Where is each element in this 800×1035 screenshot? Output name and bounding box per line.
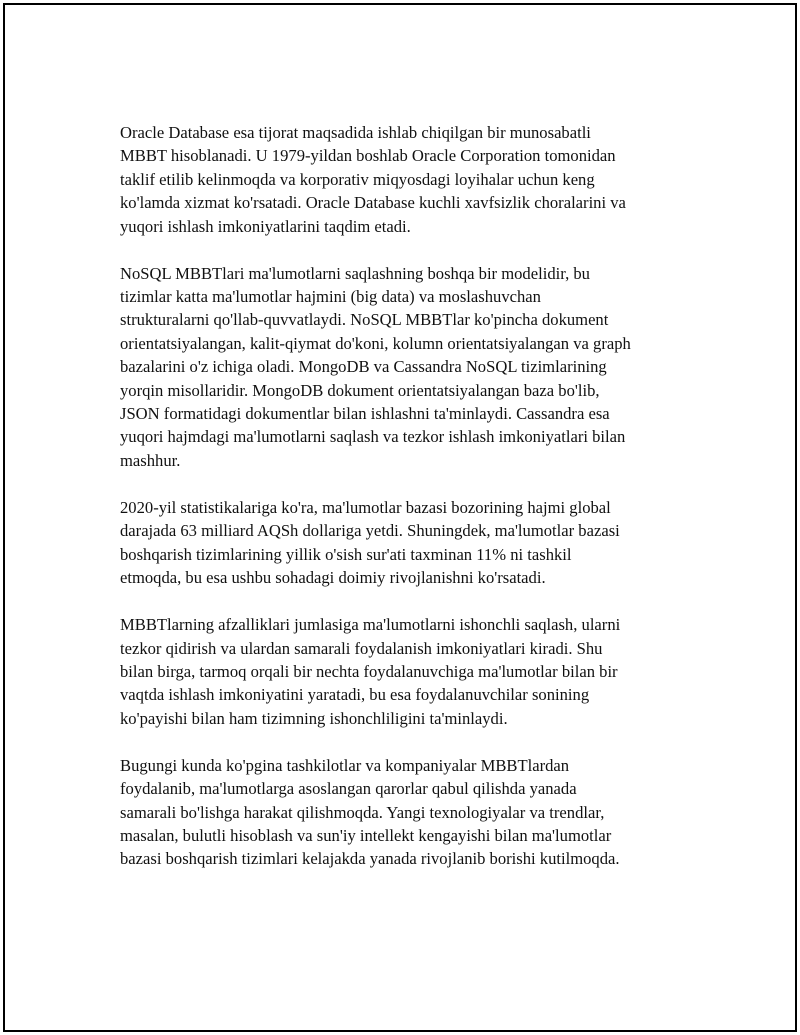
paragraph-oracle-database: Oracle Database esa tijorat maqsadida ishlab chiqilgan bir munosabatli MBBT hisoblanadi. U 1979-yildan boshlab Oracle Corporation tomonidan taklif etilib kelinmoqda va korporativ miqyosdagi loyihalar uchun keng ko'lamda xizmat ko'rsatadi. Oracle Database kuchli xavfsizlik choralarini va yuqori ishlash imkoniyatlarini taqdim etadi. [120,123,626,236]
paragraph-nosql: NoSQL MBBTlari ma'lumotlarni saqlashning boshqa bir modelidir, bu tizimlar katta ma'lumotlar hajmini (big data) va moslashuvchan strukturalarni qo'llab-quvvatlaydi. NoSQL MBBTlar ko'pincha dokument orientatsiyalangan, kalit-qiymat do'koni, kolumn orientatsiyalangan va graph bazalarini o'z ichiga oladi. MongoDB va Cassandra NoSQL tizimlarining yorqin misollaridir. MongoDB dokument orientatsiyalangan baza bo'lib, JSON formatidagi dokumentlar bilan ishlashni ta'minlaydi. Cassandra esa yuqori hajmdagi ma'lumotlarni saqlash va tezkor ishlash imkoniyatlari bilan mashhur. [120,263,631,470]
paragraph-advantages: MBBTlarning afzalliklari jumlasiga ma'lumotlarni ishonchli saqlash, ularni tezkor qidirish va ulardan samarali foydalanish imkoniyatlari kiradi. Shu bilan birga, tarmoq orqali bir nechta foydalanuvchiga ma'lumotlar bilan bir vaqtda ishlash imkoniyatini yaratadi, bu esa foydalanuvchilar sonining ko'payishi bilan ham tizimning ishonchliligini ta'minlaydi. [120,615,621,728]
paragraph-market-statistics: 2020-yil statistikalariga ko'ra, ma'lumotlar bazasi bozorining hajmi global darajada 63 milliard AQSh dollariga yetdi. Shuningdek, ma'lumotlar bazasi boshqarish tizimlarining yillik o'sish sur'ati taxminan 11% ni tashkil etmoqda, bu esa ushbu sohadagi doimiy rivojlanishni ko'rsatadi. [120,497,620,588]
paragraph-future-trends: Bugungi kunda ko'pgina tashkilotlar va kompaniyalar MBBTlardan foydalanib, ma'lumotlarga asoslangan qarorlar qabul qilishda yanada samarali bo'lishga harakat qilishmoqda. Yangi texnologiyalar va trendlar, masalan, bulutli hisoblash va sun'iy intellekt kengayishi bilan ma'lumotlar bazasi boshqarish tizimlari kelajakda yanada rivojlanib borishi kutilmoqda. [120,755,620,869]
document-body [120,121,692,894]
document-page [3,3,797,1032]
